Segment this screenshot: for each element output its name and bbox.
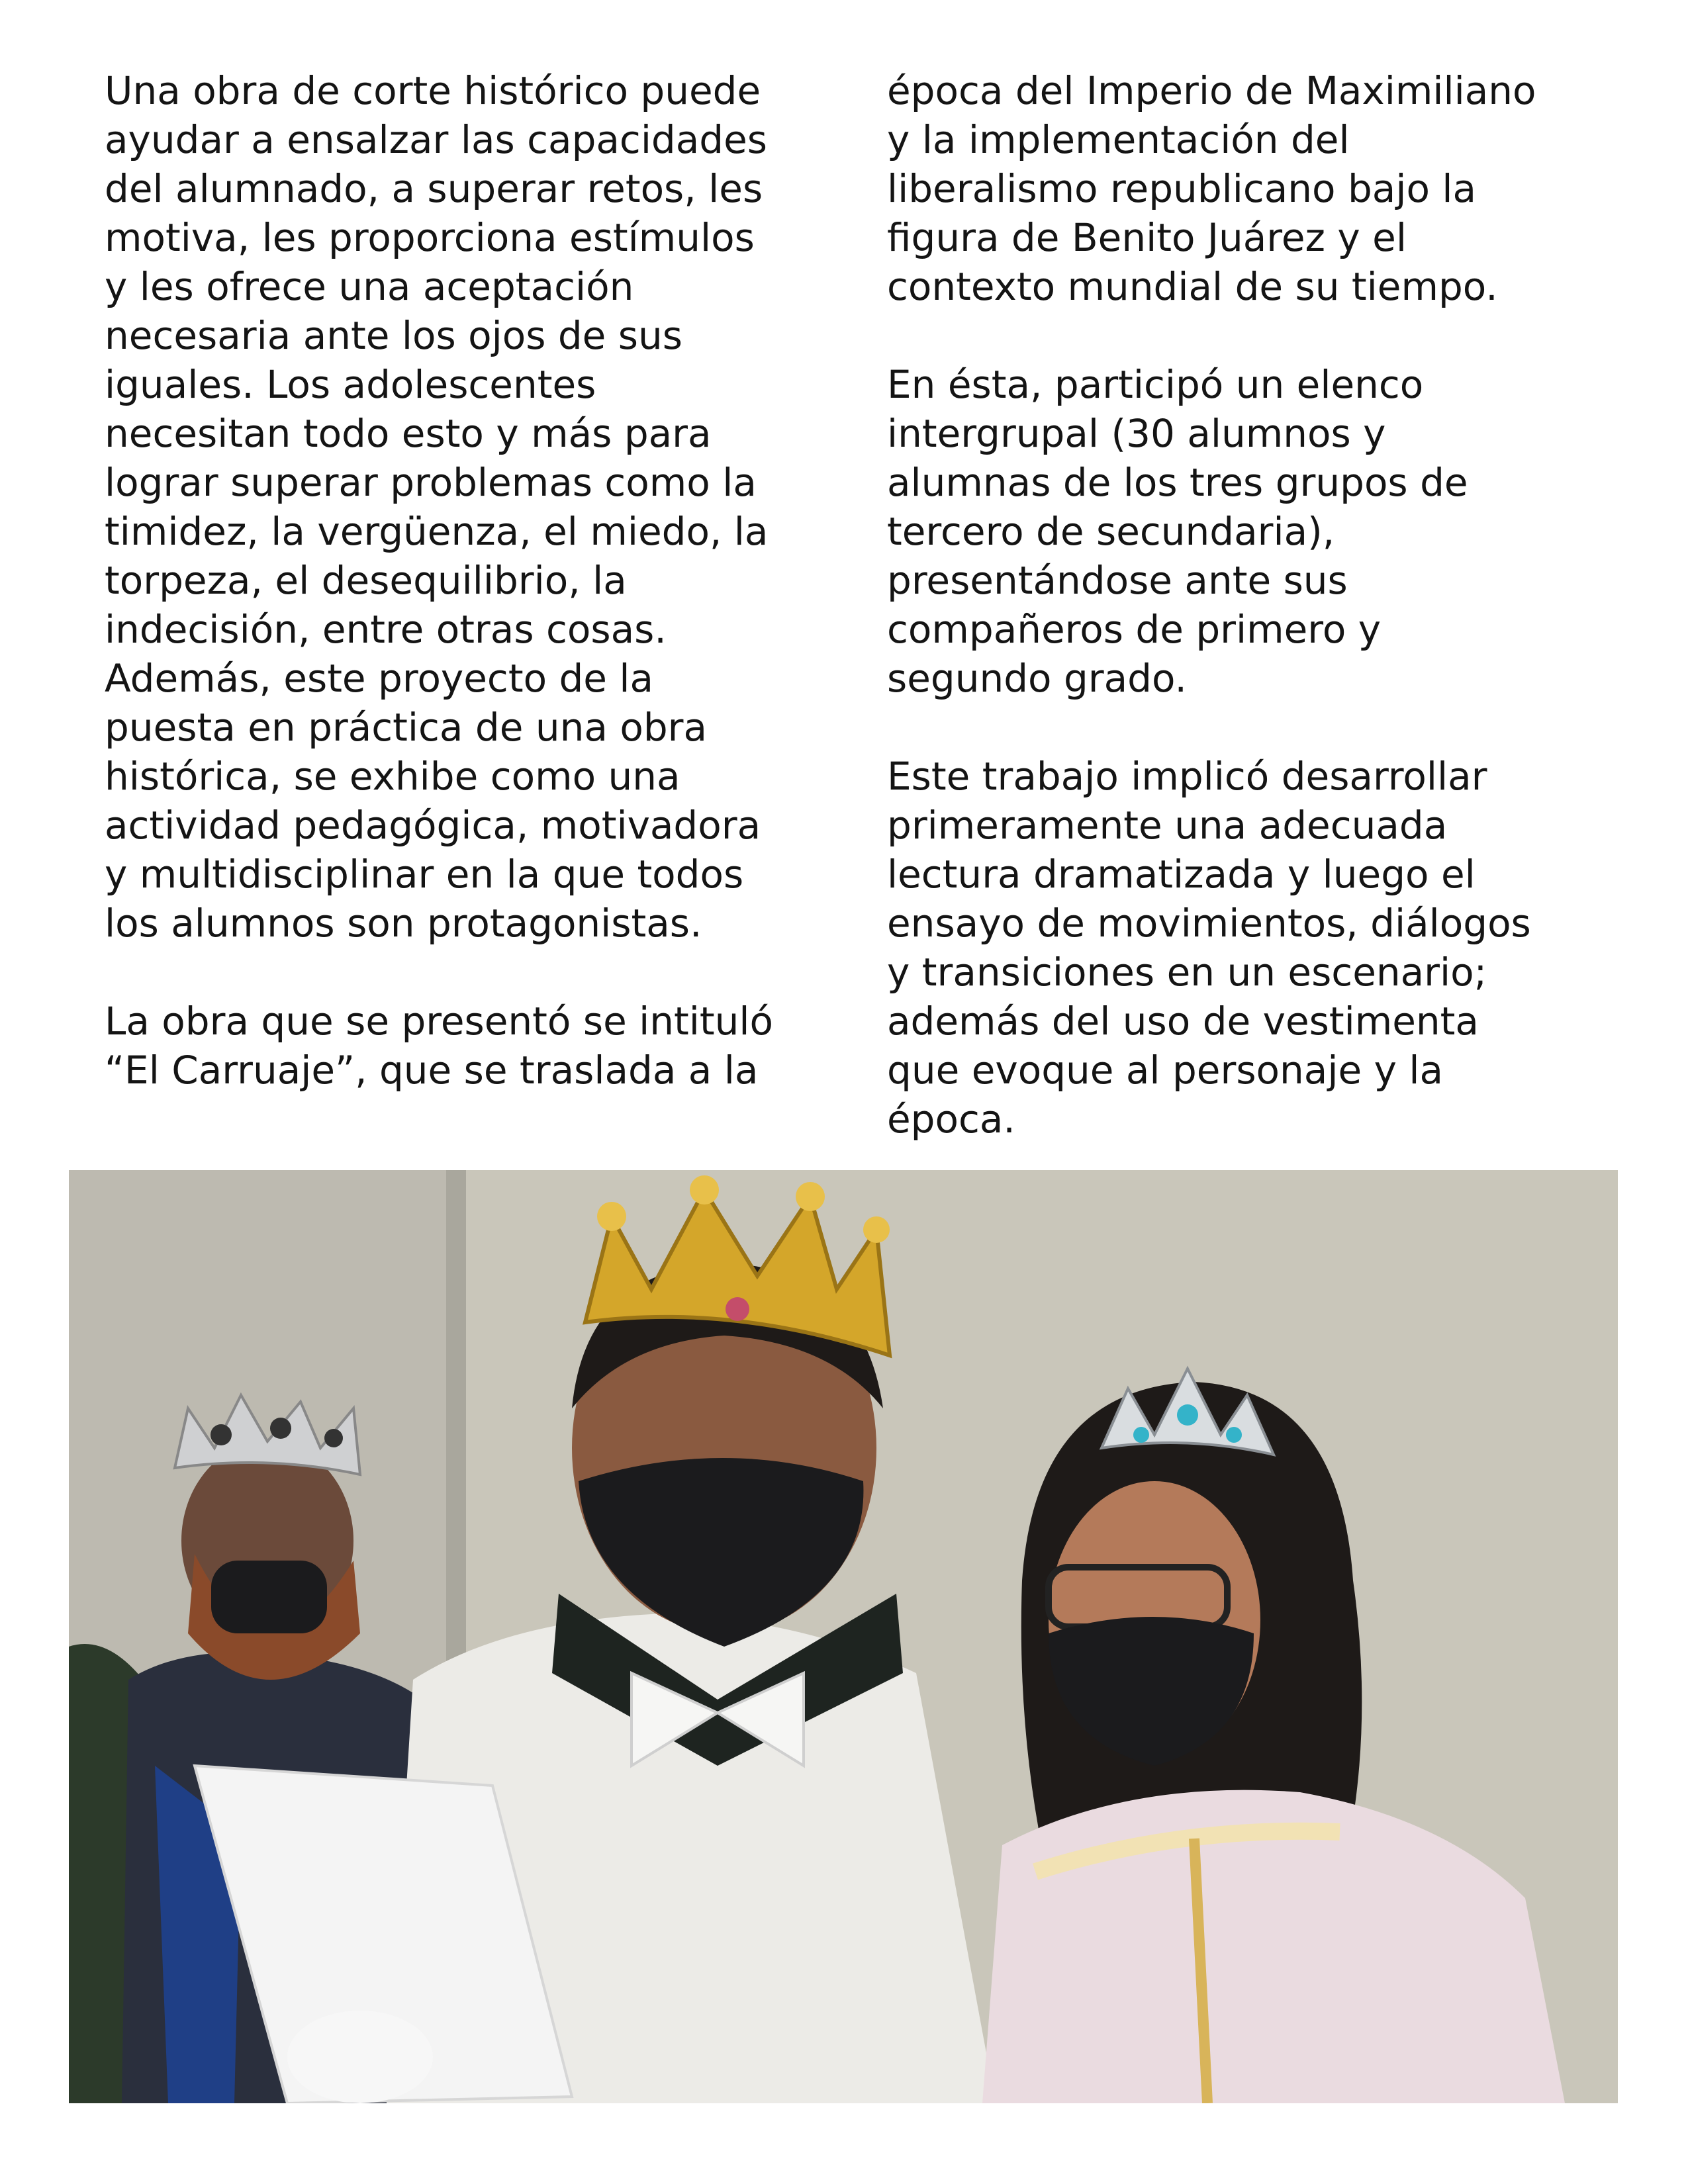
text-line: ayudar a ensalzar las capacidades (105, 117, 768, 162)
white-glove (287, 2011, 433, 2103)
text-line: lectura dramatizada y luego el (887, 852, 1476, 897)
text-line: primeramente una adecuada (887, 803, 1448, 848)
text-line: tercero de secundaria), (887, 509, 1335, 554)
text-line: necesaria ante los ojos de sus (105, 313, 683, 358)
paragraph (887, 66, 1628, 311)
text-line: Además, este proyecto de la (105, 656, 654, 701)
text-line: y la implementación del (887, 117, 1350, 162)
paragraph (887, 360, 1628, 703)
text-line: motiva, les proporciona estímulos (105, 215, 755, 260)
text-line: histórica, se exhibe como una (105, 754, 680, 799)
text-line: Una obra de corte histórico puede (105, 68, 761, 113)
text-line: del alumnado, a superar retos, les (105, 166, 763, 211)
paragraph (105, 66, 846, 948)
play-photo (69, 1170, 1618, 2103)
text-line: Este trabajo implicó desarrollar (887, 754, 1487, 799)
text-line: La obra que se presentó se intituló (105, 999, 774, 1044)
text-line: ensayo de movimientos, diálogos (887, 901, 1531, 946)
text-line: lograr superar problemas como la (105, 460, 757, 505)
text-line: figura de Benito Juárez y el (887, 215, 1407, 260)
text-line: timidez, la vergüenza, el miedo, la (105, 509, 769, 554)
text-line: segundo grado. (887, 656, 1187, 701)
text-line: alumnas de los tres grupos de (887, 460, 1468, 505)
text-line: torpeza, el desequilibrio, la (105, 558, 627, 603)
text-line: que evoque al personaje y la (887, 1048, 1443, 1093)
text-line: intergrupal (30 alumnos y (887, 411, 1386, 456)
text-line: “El Carruaje”, que se traslada a la (105, 1048, 759, 1093)
text-line: los alumnos son protagonistas. (105, 901, 702, 946)
text-line: necesitan todo esto y más para (105, 411, 712, 456)
text-line: iguales. Los adolescentes (105, 362, 596, 407)
right-text-column (887, 66, 1628, 1144)
text-line: contexto mundial de su tiempo. (887, 264, 1498, 309)
paragraph (887, 752, 1628, 1144)
text-line: además del uso de vestimenta (887, 999, 1479, 1044)
text-line: y les ofrece una aceptación (105, 264, 634, 309)
text-line: indecisión, entre otras cosas. (105, 607, 667, 652)
text-line: actividad pedagógica, motivadora (105, 803, 761, 848)
text-line: puesta en práctica de una obra (105, 705, 708, 750)
text-line: compañeros de primero y (887, 607, 1382, 652)
background-king-mask (211, 1561, 327, 1633)
text-line: y multidisciplinar en la que todos (105, 852, 744, 897)
text-line: En ésta, participó un elenco (887, 362, 1424, 407)
left-text-column (105, 66, 846, 1095)
text-line: época del Imperio de Maximiliano (887, 68, 1536, 113)
text-line: época. (887, 1097, 1015, 1142)
paragraph (105, 997, 846, 1095)
text-line: y transiciones en un escenario; (887, 950, 1487, 995)
photo-illustration (69, 1170, 1618, 2103)
text-line: presentándose ante sus (887, 558, 1348, 603)
text-line: liberalismo republicano bajo la (887, 166, 1477, 211)
